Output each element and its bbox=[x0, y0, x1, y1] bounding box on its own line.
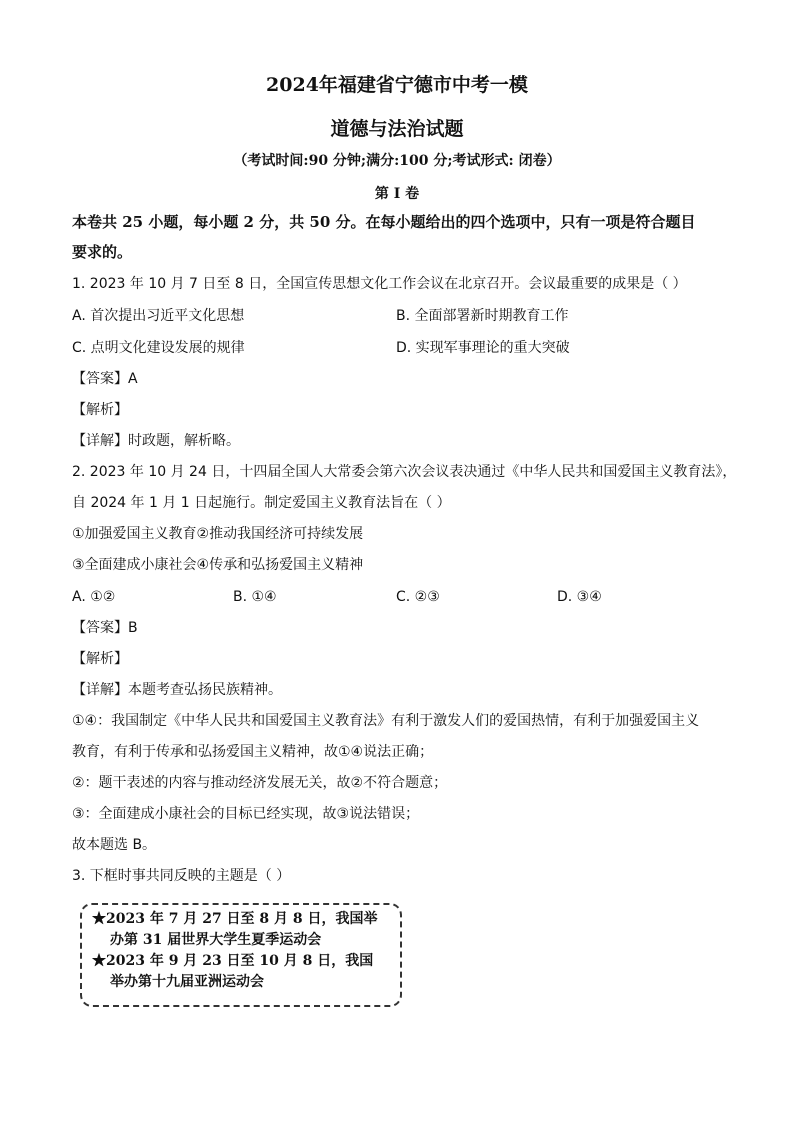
q2-items-line-1: ①加强爱国主义教育②推动我国经济可持续发展 bbox=[72, 526, 364, 542]
q2-option-c: C. ②③ bbox=[396, 589, 440, 605]
exam-info: （考试时间:90 分钟;满分:100 分;考试形式: 闭卷） bbox=[233, 153, 561, 169]
q1-option-d: D. 实现军事理论的重大突破 bbox=[396, 340, 570, 356]
page-subtitle: 道德与法治试题 bbox=[330, 118, 464, 140]
page-title: 2024年福建省宁德市中考一模 bbox=[266, 74, 528, 96]
instructions-line-1: 本卷共 25 小题，每小题 2 分，共 50 分。在每小题给出的四个选项中，只有一项是符合题目 bbox=[72, 213, 696, 231]
q2-detail: 【详解】本题考查弘扬民族精神。 bbox=[72, 682, 282, 698]
q3-news-line-2: 办第 31 届世界大学生夏季运动会 bbox=[110, 932, 322, 948]
q2-stem-line-2: 自 2024 年 1 月 1 日起施行。制定爱国主义教育法旨在（ ） bbox=[72, 495, 451, 511]
q3-stem: 3. 下框时事共同反映的主题是（ ） bbox=[72, 868, 291, 884]
q2-explanation-line-4: ③：全面建成小康社会的目标已经实现，故③说法错误； bbox=[72, 806, 420, 822]
q1-option-b: B. 全面部署新时期教育工作 bbox=[396, 308, 569, 324]
q2-conclusion: 故本题选 B。 bbox=[72, 837, 157, 853]
q2-stem-line-1: 2. 2023 年 10 月 24 日，十四届全国人大常委会第六次会议表决通过《中华人民共和国爱国主义教育法》， bbox=[72, 464, 737, 480]
q2-explanation-line-1: ①④：我国制定《中华人民共和国爱国主义教育法》有利于激发人们的爱国热情，有利于加强爱国主义 bbox=[72, 713, 700, 729]
q3-news-line-4: 举办第十九届亚洲运动会 bbox=[110, 974, 264, 990]
q2-explanation-line-3: ②：题干表述的内容与推动经济发展无关，故②不符合题意； bbox=[72, 775, 448, 791]
q2-option-d: D. ③④ bbox=[557, 589, 602, 605]
q1-option-c: C. 点明文化建设发展的规律 bbox=[72, 340, 245, 356]
part-heading: 第 I 卷 bbox=[374, 186, 420, 202]
q1-option-a: A. 首次提出习近平文化思想 bbox=[72, 308, 245, 324]
q2-answer: 【答案】B bbox=[72, 620, 138, 636]
q2-option-a: A. ①② bbox=[72, 589, 116, 605]
q1-stem: 1. 2023 年 10 月 7 日至 8 日，全国宣传思想文化工作会议在北京召开。会议最重要的成果是（ ） bbox=[72, 276, 687, 292]
instructions-line-2: 要求的。 bbox=[72, 243, 133, 261]
q2-analysis: 【解析】 bbox=[72, 651, 128, 667]
q1-answer: 【答案】A bbox=[72, 371, 138, 387]
q3-news-line-3: ★2023 年 9 月 23 日至 10 月 8 日，我国 bbox=[92, 953, 374, 969]
q2-items-line-2: ③全面建成小康社会④传承和弘扬爱国主义精神 bbox=[72, 557, 364, 573]
q1-detail: 【详解】时政题，解析略。 bbox=[72, 433, 240, 449]
q2-explanation-line-2: 教育，有利于传承和弘扬爱国主义精神，故①④说法正确； bbox=[72, 744, 434, 760]
q3-news-line-1: ★2023 年 7 月 27 日至 8 月 8 日，我国举 bbox=[92, 911, 378, 927]
q3-news-box bbox=[80, 903, 402, 1007]
q2-option-b: B. ①④ bbox=[233, 589, 277, 605]
q1-analysis: 【解析】 bbox=[72, 402, 128, 418]
